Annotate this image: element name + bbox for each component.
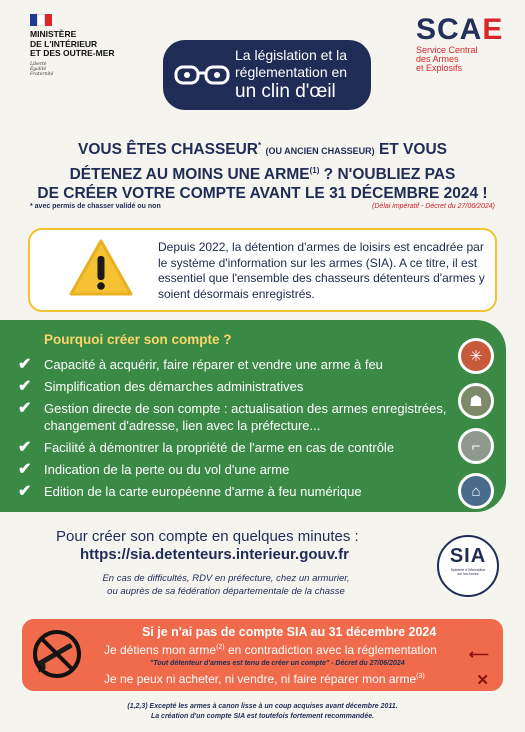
sia-badge-subtitle: Système d'Information sur les Armes — [450, 568, 486, 576]
ministry-motto: Liberté Égalité Fraternité — [30, 61, 54, 77]
consequence-line-1: Je détiens mon arme$^{(2)}$ en contradiction avec la réglementation — [104, 643, 437, 657]
header-banner — [163, 40, 371, 110]
network-icon: ✳ — [458, 338, 494, 374]
consequence-title: Si je n'ai pas de compte SIA au 31 décembre 2024 — [142, 625, 437, 639]
sia-link[interactable]: https://sia.detenteurs.interieur.gouv.fr — [80, 546, 349, 563]
check-icon: ✔ — [18, 378, 32, 395]
consequence-panel — [22, 619, 503, 691]
banner-line-1: La législation et la — [235, 47, 348, 63]
headline — [0, 136, 525, 203]
glasses-icon — [173, 55, 231, 95]
sia-badge — [437, 535, 499, 597]
consequence-line-3: Je ne peux ni acheter, ni vendre, ni faire réparer mon arme$^{(3)}$ — [104, 672, 425, 686]
warning-icon — [68, 238, 134, 298]
headline-part-2: ET VOUS — [378, 141, 447, 159]
footnote: (1,2,3) Excepté les armes à canon lisse à un coup acquises avant décembre 2011. La création d'un compte SIA est toutefois fortement recommandée. — [127, 703, 398, 720]
french-flag-icon — [30, 14, 52, 26]
headline-small: (OU ANCIEN CHASSEUR) — [265, 146, 375, 157]
banner-line-3: un clin d'œil — [235, 81, 336, 102]
why-panel — [0, 320, 506, 512]
check-icon: ✔ — [18, 356, 32, 373]
headline-part-1: VOUS ÊTES CHASSEUR — [78, 141, 259, 159]
hunter-note: * avec permis de chasser validé ou non — [30, 203, 161, 210]
consequence-quote: "Tout détenteur d'armes est tenu de créer un compte" - Décret du 27/06/2024 — [150, 660, 405, 667]
ministry-name: MINISTÈRE DE L'INTÉRIEUR ET DES OUTRE-MER — [30, 29, 115, 58]
scae-logo-main: SCA — [416, 13, 483, 46]
list-item: ✔ Simplification des démarches administratives — [18, 378, 304, 395]
cross-icon: ✕ — [476, 672, 489, 689]
no-gun-icon — [30, 627, 84, 681]
banner-line-2: réglementation en — [235, 64, 348, 80]
side-icons — [458, 338, 496, 518]
info-text: Depuis 2022, la détention d'armes de loisirs est encadrée par le système d'information sur les armes (SIA). A ce titre, il est essentiel que l'ensemble des chasseurs détenteurs d'armes y soient désormais enregistrés. — [158, 240, 485, 301]
ministry-logo — [30, 14, 150, 77]
headline-line-2b: ? N'OUBLIEZ PAS — [323, 166, 456, 184]
scae-logo — [416, 14, 512, 73]
check-icon: ✔ — [18, 439, 32, 456]
list-item: ✔ Gestion directe de son compte : actualisation des armes enregistrées, changement d'adresse, lien avec la préfecture... — [18, 400, 447, 433]
check-icon: ✔ — [18, 400, 32, 417]
sia-badge-title: SIA — [449, 545, 487, 567]
check-icon: ✔ — [18, 461, 32, 478]
scae-logo-accent: E — [482, 13, 504, 46]
list-item: ✔ Facilité à démontrer la propriété de l'arme en cas de contrôle — [18, 439, 395, 456]
headline-sup-1: * — [258, 141, 262, 150]
headline-line-3: DE CRÉER VOTRE COMPTE AVANT LE 31 DÉCEMBRE 2024 ! — [37, 185, 488, 203]
list-item: ✔ Indication de la perte ou du vol d'une arme — [18, 461, 290, 478]
web-help: En cas de difficultés, RDV en préfecture, chez un armurier, ou auprès de sa fédération départementale de la chasse — [102, 573, 350, 597]
why-title: Pourquoi créer son compte ? — [44, 332, 232, 347]
prefecture-icon: ⌂ — [458, 473, 494, 509]
check-icon: ✔ — [18, 483, 32, 500]
info-box — [28, 228, 497, 312]
why-list — [18, 356, 448, 505]
list-item: ✔ Edition de la carte européenne d'arme à feu numérique — [18, 483, 362, 500]
people-icon: ☗ — [458, 383, 494, 419]
arrow-left-icon: ⟵ — [468, 646, 489, 662]
headline-line-2a: DÉTENEZ AU MOINS UNE ARME — [69, 166, 310, 184]
list-item: ✔ Capacité à acquérir, faire réparer et vendre une arme à feu — [18, 356, 383, 373]
scae-subtitle: Service Central des Armes et Explosifs — [416, 45, 478, 73]
web-intro: Pour créer son compte en quelques minutes : — [56, 528, 359, 545]
headline-sup-2: (1) — [309, 166, 320, 176]
deadline-note: (Délai impératif - Décret du 27/06/2024) — [372, 203, 495, 210]
gun-icon: ⌐ — [458, 428, 494, 464]
